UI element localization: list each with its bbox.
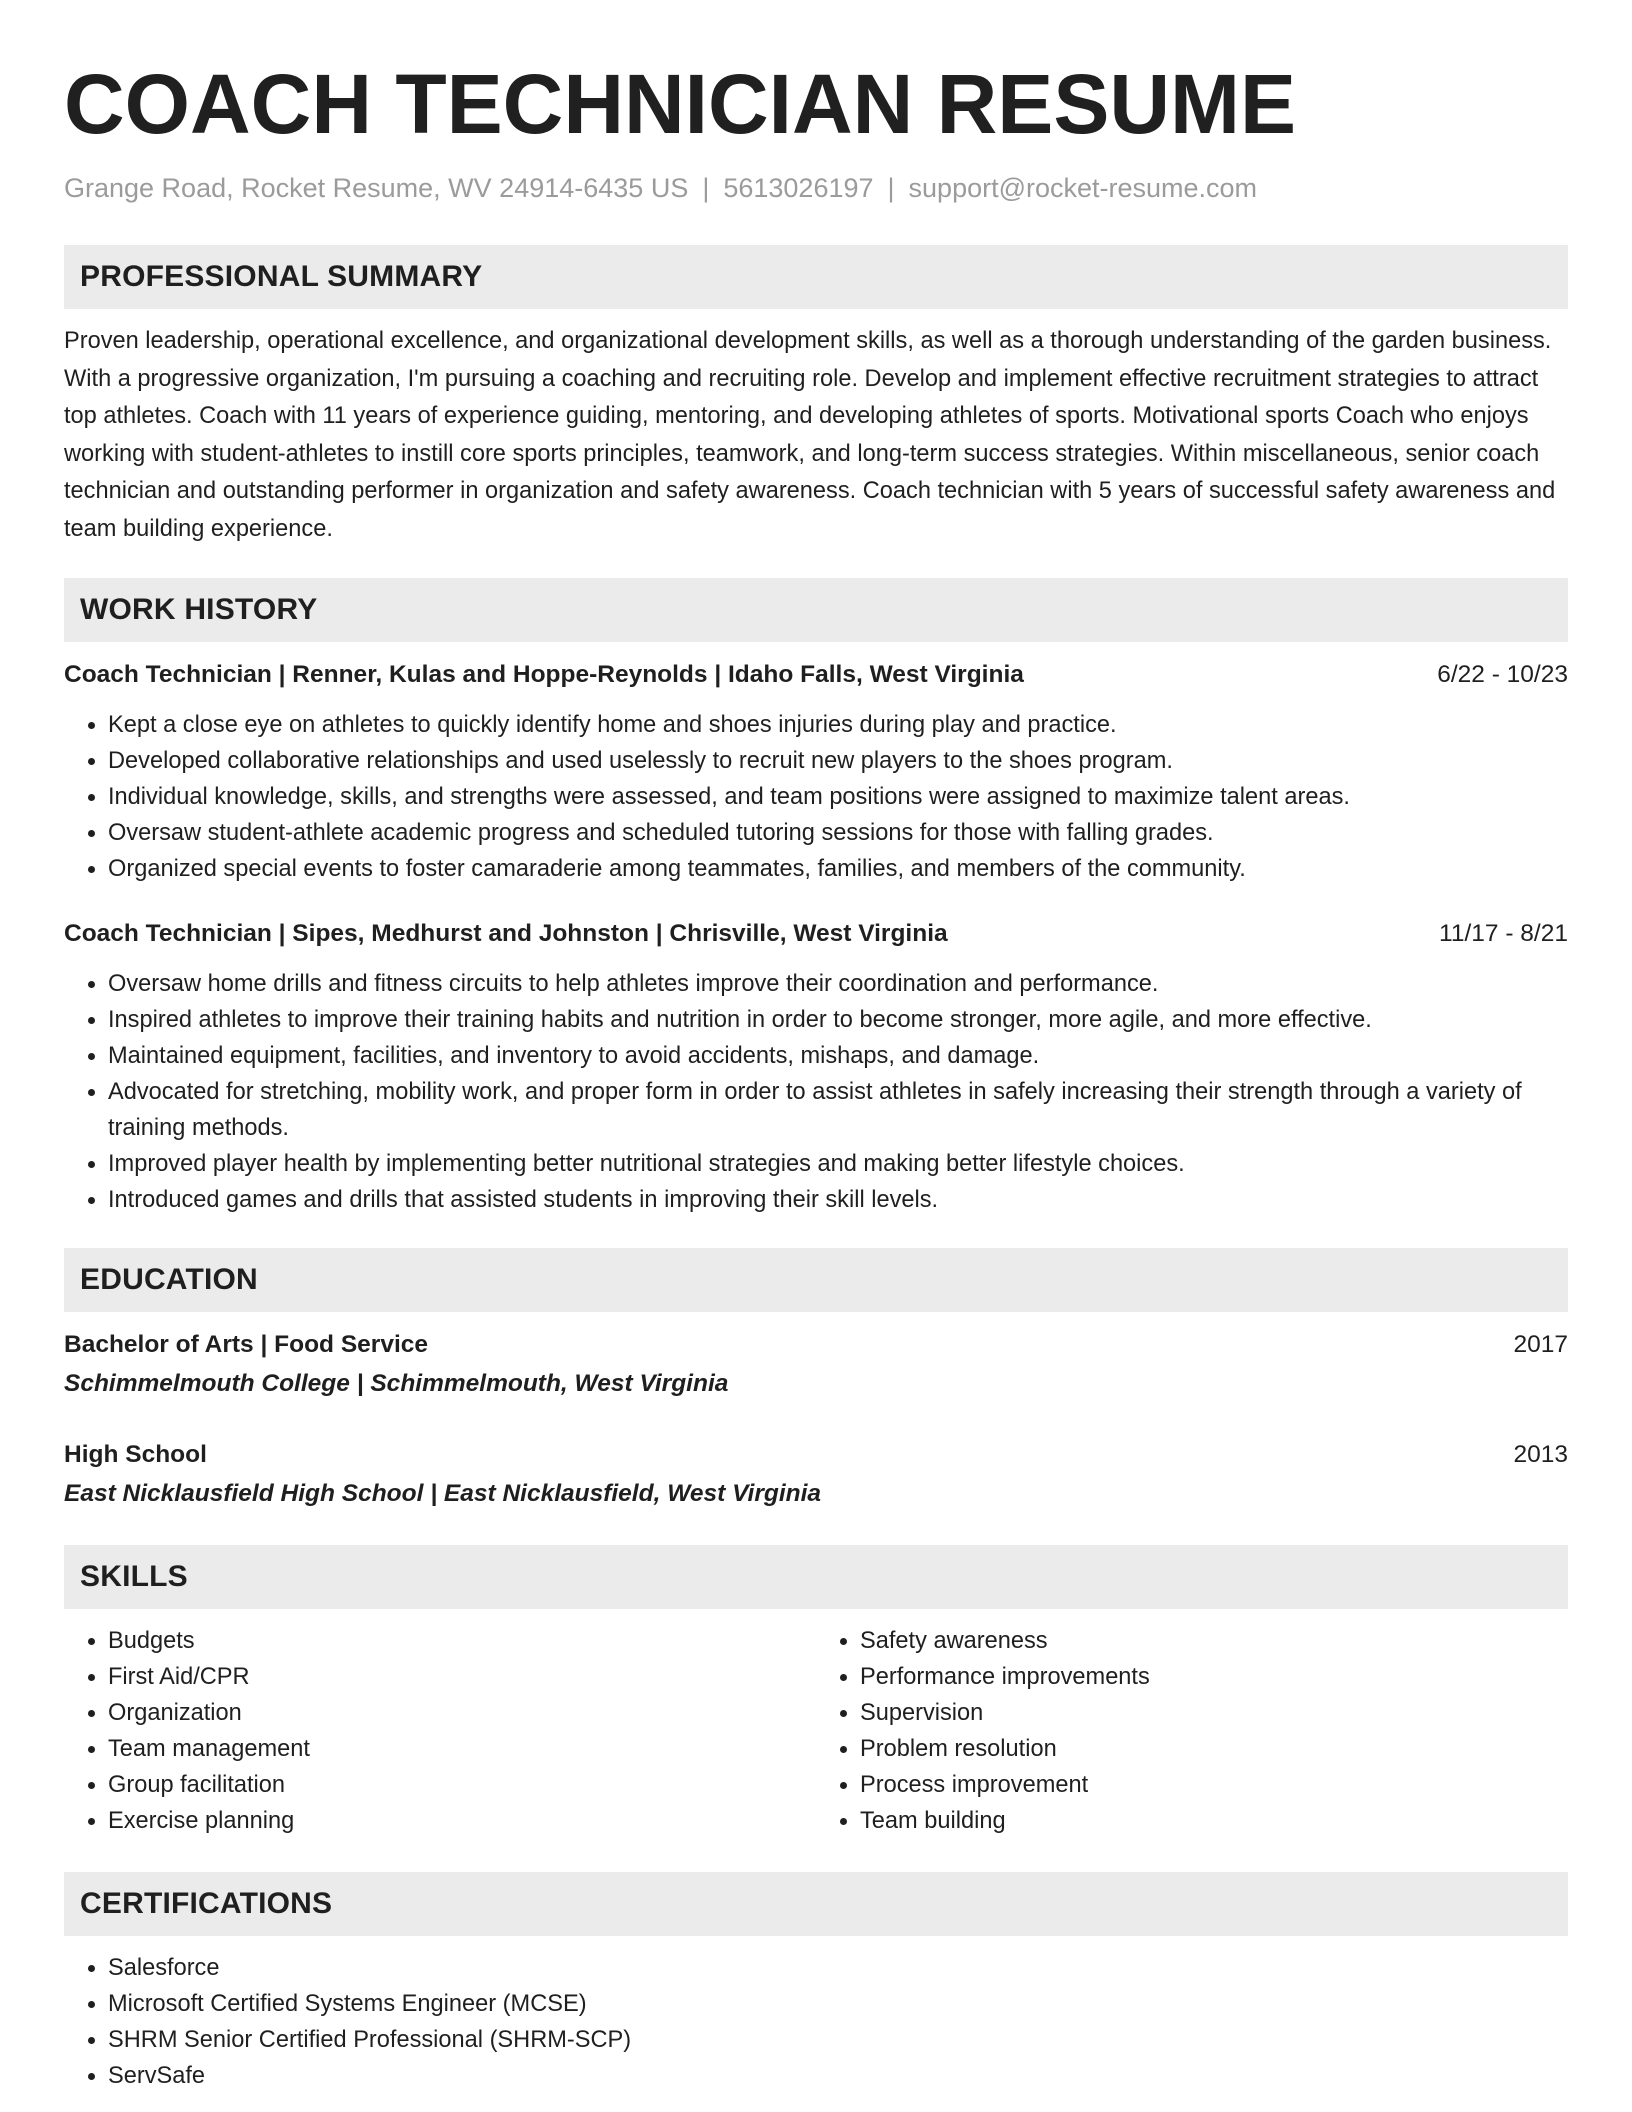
education-school: East Nicklausfield High School | East Nicklausfield, West Virginia [64,1480,822,1507]
job-dates: 6/22 - 10/23 [1437,661,1568,688]
section-heading-skills: SKILLS [64,1545,1568,1609]
job-bullet: • Advocated for stretching, mobility work, and proper form in order to assist athletes in safely increasing their strength through a variety of training methods. [108,1074,1568,1146]
education-header [64,1437,1568,1473]
job-bullet: • Organized special events to foster camaraderie among teammates, families, and members of the community. [108,851,1568,887]
job-title: Coach Technician | Sipes, Medhurst and Johnston | Chrisville, West Virginia [64,920,948,947]
contact-phone: 5613026197 [723,173,874,203]
education-entry [64,1327,1568,1402]
section-heading-summary: PROFESSIONAL SUMMARY [64,245,1568,309]
contact-separator: | [702,173,710,203]
job-bullet: • Kept a close eye on athletes to quickly identify home and shoes injuries during play and practice. [108,707,1568,743]
job-bullet: • Introduced games and drills that assisted students in improving their skill levels. [108,1182,1568,1218]
job-header [64,657,1568,693]
certification-item: • Microsoft Certified Systems Engineer (MCSE) [108,1986,1568,2022]
job-header [64,916,1568,952]
job-entry [64,916,1568,1218]
job-bullet: • Oversaw home drills and fitness circuits to help athletes improve their coordination and performance. [108,966,1568,1002]
education-entry [64,1437,1568,1512]
job-bullet: • Maintained equipment, facilities, and inventory to avoid accidents, mishaps, and damage. [108,1038,1568,1074]
skill-item: • Exercise planning [108,1803,816,1839]
certification-item: • ServSafe [108,2058,1568,2094]
skill-item: • Group facilitation [108,1767,816,1803]
contact-separator: | [887,173,895,203]
education-year: 2013 [1513,1441,1568,1468]
education-school: Schimmelmouth College | Schimmelmouth, West Virginia [64,1370,729,1397]
job-entry [64,657,1568,887]
certification-item: • Salesforce [108,1950,1568,1986]
skill-item: • Organization [108,1695,816,1731]
contact-line [64,170,1568,206]
contact-address: Grange Road, Rocket Resume, WV 24914-6435 US [64,173,689,203]
skill-item: • Budgets [108,1623,816,1659]
education-year: 2017 [1513,1331,1568,1358]
skill-item: • Performance improvements [860,1659,1568,1695]
job-bullets [64,707,1568,887]
skills-column-right [816,1623,1568,1839]
skill-item: • Supervision [860,1695,1568,1731]
job-bullets [64,966,1568,1218]
skill-item: • First Aid/CPR [108,1659,816,1695]
job-dates: 11/17 - 8/21 [1439,920,1568,947]
job-bullet: • Developed collaborative relationships and used uselessly to recruit new players to the shoes program. [108,743,1568,779]
skill-item: • Team management [108,1731,816,1767]
job-title: Coach Technician | Renner, Kulas and Hoppe-Reynolds | Idaho Falls, West Virginia [64,661,1024,688]
skill-item: • Team building [860,1803,1568,1839]
skill-item: • Safety awareness [860,1623,1568,1659]
job-bullet: • Oversaw student-athlete academic progress and scheduled tutoring sessions for those with falling grades. [108,815,1568,851]
job-bullet: • Inspired athletes to improve their training habits and nutrition in order to become stronger, more agile, and more effective. [108,1002,1568,1038]
education-degree: High School [64,1441,207,1468]
skill-item: • Problem resolution [860,1731,1568,1767]
certification-item: • SHRM Senior Certified Professional (SHRM-SCP) [108,2022,1568,2058]
job-bullet: • Individual knowledge, skills, and strengths were assessed, and team positions were assigned to maximize talent areas. [108,779,1568,815]
education-degree: Bachelor of Arts | Food Service [64,1331,429,1358]
section-heading-certifications: CERTIFICATIONS [64,1872,1568,1936]
skill-item: • Process improvement [860,1767,1568,1803]
skills-column-left [64,1623,816,1839]
contact-email: support@rocket-resume.com [908,173,1258,203]
section-heading-work-history: WORK HISTORY [64,578,1568,642]
education-header [64,1327,1568,1363]
section-heading-education: EDUCATION [64,1248,1568,1312]
summary-text: Proven leadership, operational excellence, and organizational development skills, as well as a thorough understanding of the garden business. With a progressive organization, I'm pursuing a coaching and recruiting role. Develop and implement effective recruitment strategies to attract top athletes. Coach with 11 years of experience guiding, mentoring, and developing athletes of sports. Motivational sports Coach who enjoys working with student-athletes to instill core sports principles, teamwork, and long-term success strategies. Within miscellaneous, senior coach technician and outstanding performer in organization and safety awareness. Coach technician with 5 years of successful safety awareness and team building experience. [64,328,1556,542]
resume-title: COACH TECHNICIAN RESUME [64,57,1297,151]
certifications-list [64,1950,1568,2094]
skills-grid [64,1623,1568,1839]
job-bullet: • Improved player health by implementing better nutritional strategies and making better lifestyle choices. [108,1146,1568,1182]
